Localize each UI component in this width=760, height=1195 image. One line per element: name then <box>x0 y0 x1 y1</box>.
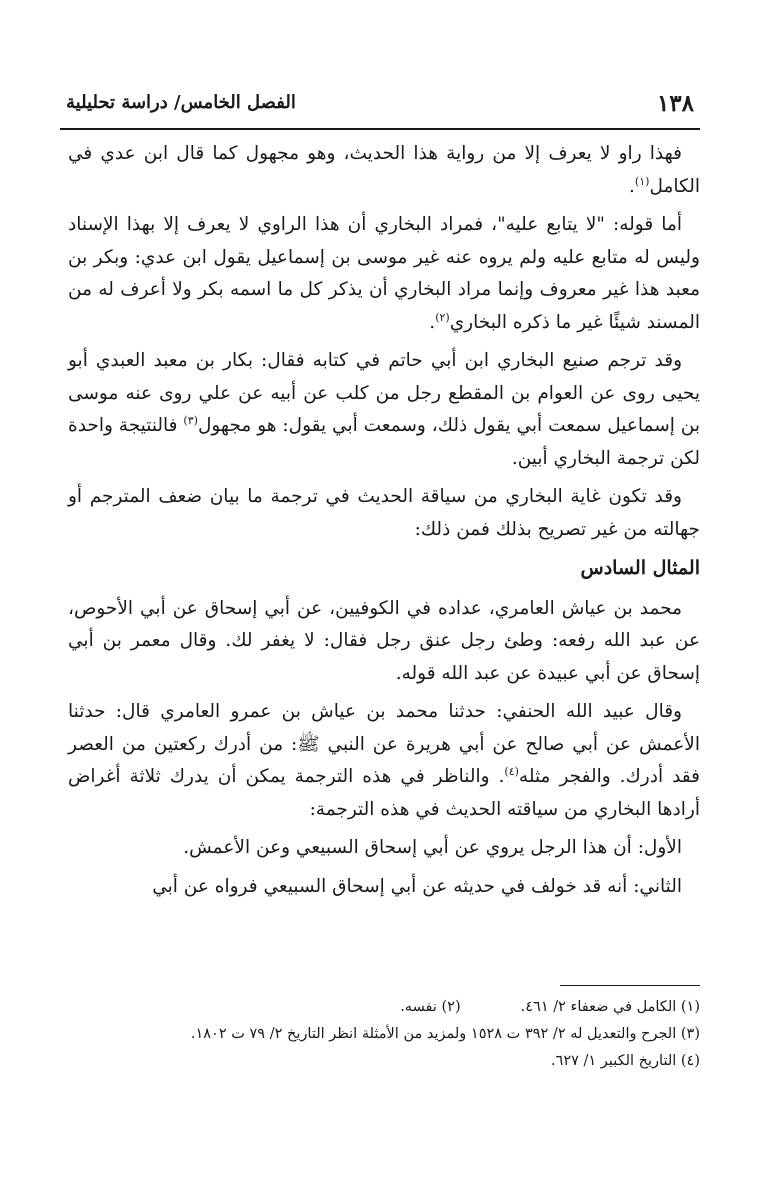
footnote-3: (٣) الجرح والتعديل له ٢/ ٣٩٢ ت ١٥٢٨ ولمزيد من الأمثلة انظر التاريخ ٢/ ٧٩ ت ١٨٠٢. <box>190 1026 700 1042</box>
footnote-ref-1: (١) <box>634 174 650 188</box>
paragraph-5: محمد بن عياش العامري، عداده في الكوفيين، عن أبي إسحاق عن أبي الأحوص، عن عبد الله رفعه: وطئ رجل عنق رجل فقال: لا يغفر لك. وقال معمر بن أبي إسحاق عن أبي عبيدة عن عبد الله قوله. <box>68 597 700 684</box>
paragraph-6 <box>68 696 700 826</box>
running-header <box>60 82 700 130</box>
footnote-row-1 <box>68 994 700 1021</box>
footnote-separator <box>560 985 700 986</box>
paragraph-6-text-cont: . والناظر في هذه الترجمة يمكن أن يدرك ثلاثة أغراض أرادها البخاري من سياقته الحديث في هذه الترجمة: <box>68 766 700 820</box>
footnotes <box>68 994 700 1075</box>
paragraph-3-text: وقد ترجم صنيع البخاري ابن أبي حاتم في كتابه فقال: بكار بن معبد العبدي أبو يحيى روى عن العوام بن المقطع رجل من كلب عن أبيه عن علي روى عنه موسى بن إسماعيل سمعت أبي يقول ذلك، وسمعت أبي يقول: هو مجهول <box>68 350 700 436</box>
paragraph-2-text: أما قوله: "لا يتابع عليه"، فمراد البخاري أن هذا الراوي لا يعرف إلا بهذا الإسناد وليس له متابع عليه ولم يروه عنه غير موسى بن إسماعيل يقول ابن عدي: وبكر بن معبد هذا غير معروف وإنما مراد البخاري أن يذكر كل ما اسمه بكر ولا أعرف له من المسند شيئًا غير ما ذكره البخاري <box>68 214 700 333</box>
footnote-4: (٤) التاريخ الكبير ١/ ٦٢٧. <box>550 1053 700 1069</box>
footnote-ref-4: (٤) <box>504 764 519 778</box>
paragraph-2 <box>68 209 700 339</box>
footnote-ref-2: (٢) <box>435 310 450 324</box>
paragraph-8: الثاني: أنه قد خولف في حديثه عن أبي إسحاق السبيعي فرواه عن أبي <box>152 875 682 897</box>
section-heading: المثال السادس <box>580 557 700 579</box>
footnote-ref-3: (٣) <box>183 413 198 427</box>
running-title: الفصل الخامس/ دراسة تحليلية <box>66 92 296 113</box>
footnote-1: (١) الكامل في ضعفاء ٢/ ٤٦١. <box>520 999 700 1015</box>
footnote-2: (٢) نفسه. <box>400 999 461 1015</box>
paragraph-1-end: . <box>629 175 635 197</box>
paragraph-3 <box>68 345 700 475</box>
paragraph-1-text: فهذا راو لا يعرف إلا من رواية هذا الحديث، وهو مجهول كما قال ابن عدي في الكامل <box>68 143 700 197</box>
paragraph-1 <box>68 138 700 203</box>
paragraph-6-text: وقال عبيد الله الحنفي: حدثنا محمد بن عياش بن عمرو العامري قال: حدثنا الأعمش عن أبي صالح عن أبي هريرة عن النبي ﷺ: من أدرك ركعتين من العصر فقد أدرك. والفجر مثله <box>68 701 701 787</box>
paragraph-3-text-cont: فالنتيجة واحدة لكن ترجمة البخاري أبين. <box>68 415 700 469</box>
paragraph-4: وقد تكون غاية البخاري من سياقة الحديث في ترجمة ما بيان ضعف المترجم أو جهالته من غير تصريح بذلك فمن ذلك: <box>68 486 700 540</box>
main-text <box>68 138 700 909</box>
page-number: ١٣٨ <box>656 90 694 117</box>
paragraph-7: الأول: أن هذا الرجل يروي عن أبي إسحاق السبيعي وعن الأعمش. <box>183 837 682 858</box>
paragraph-2-end: . <box>429 311 436 333</box>
